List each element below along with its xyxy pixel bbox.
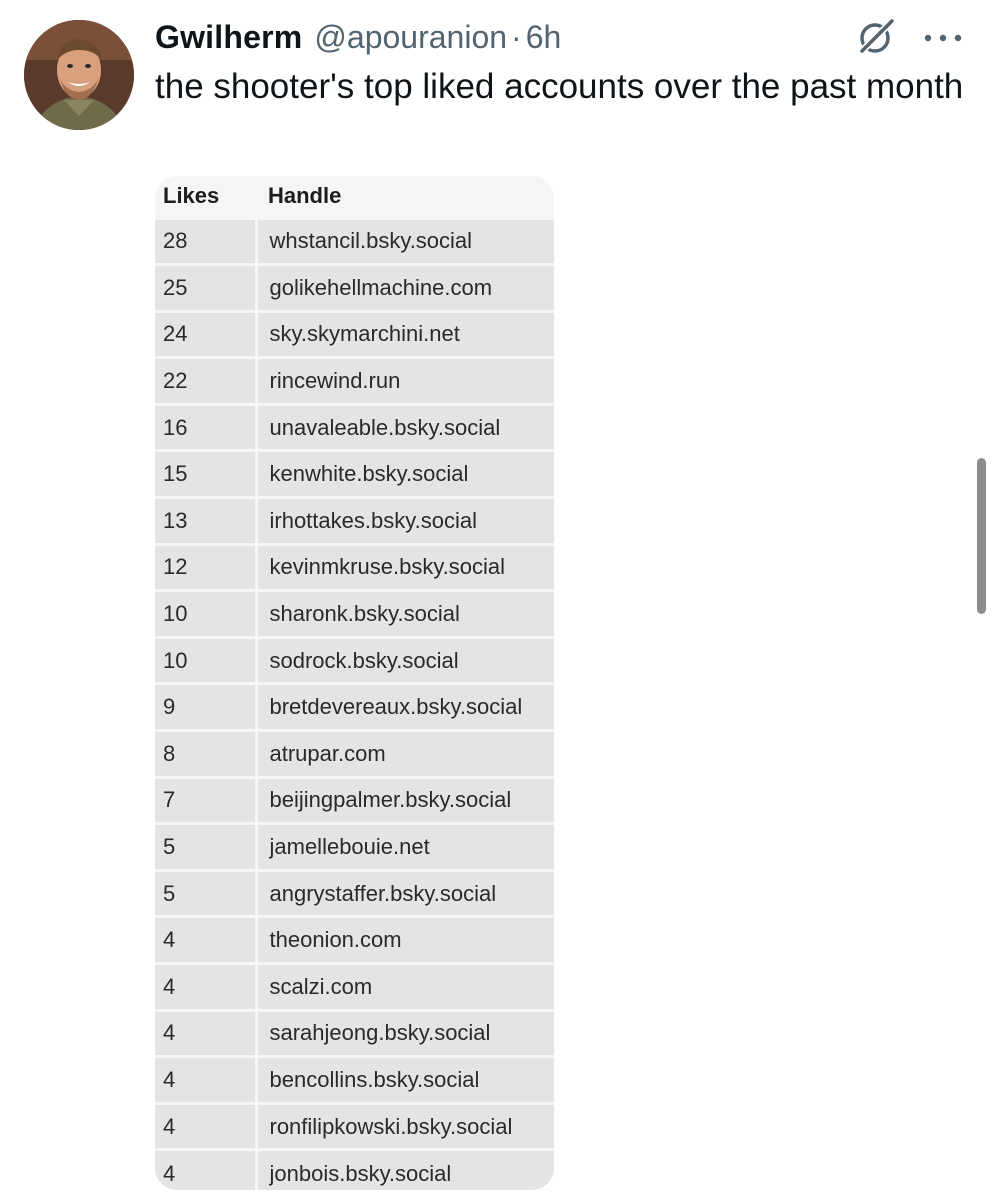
likes-cell: 4: [163, 1113, 176, 1139]
avatar[interactable]: [24, 20, 134, 130]
likes-cell: 24: [163, 321, 188, 347]
likes-cell: 16: [163, 414, 188, 440]
likes-cell: 5: [163, 880, 176, 906]
table-row: [155, 684, 554, 731]
table-row: [155, 637, 554, 684]
likes-cell: 15: [163, 461, 188, 487]
table-row: [155, 731, 554, 778]
scrollbar[interactable]: [977, 458, 986, 614]
table-row: [155, 358, 554, 405]
likes-cell: 5: [163, 834, 176, 860]
likes-cell: 4: [163, 927, 176, 953]
likes-cell: 28: [163, 228, 188, 254]
likes-cell: 10: [163, 601, 188, 627]
table-row: [155, 1010, 554, 1057]
likes-cell: 10: [163, 647, 188, 673]
handle-cell: sharonk.bsky.social: [256, 591, 554, 638]
handle-cell: scalzi.com: [256, 964, 554, 1011]
handle-cell: ronfilipkowski.bsky.social: [256, 1103, 554, 1150]
table-row: [155, 265, 554, 312]
likes-cell: 4: [163, 1020, 176, 1046]
avatar-photo-icon: [24, 20, 134, 130]
handle-cell: bencollins.bsky.social: [256, 1057, 554, 1104]
likes-cell: 4: [163, 1066, 176, 1092]
likes-table: [155, 176, 554, 1190]
handle-cell: rincewind.run: [256, 358, 554, 405]
table-row: [155, 1057, 554, 1104]
likes-cell: 9: [163, 694, 176, 720]
likes-cell: 4: [163, 973, 176, 999]
handle-cell: unavaleable.bsky.social: [256, 404, 554, 451]
timestamp[interactable]: 6h: [525, 18, 562, 55]
likes-cell: 4: [163, 1160, 176, 1186]
author-handle[interactable]: @apouranion: [314, 18, 508, 55]
header-handle: Handle: [268, 183, 342, 209]
table-row: [155, 311, 554, 358]
table-row: [155, 824, 554, 871]
table-row: [155, 1150, 554, 1190]
table-body: [155, 218, 554, 1190]
tweet-text: the shooter's top liked accounts over the past month: [155, 67, 964, 106]
table-row: [155, 964, 554, 1011]
handle-cell: sodrock.bsky.social: [256, 637, 554, 684]
table-row: [155, 870, 554, 917]
handle-cell: whstancil.bsky.social: [256, 218, 554, 265]
handle-cell: theonion.com: [256, 917, 554, 964]
header-likes: Likes: [163, 183, 220, 209]
handle-cell: atrupar.com: [256, 731, 554, 778]
handle-cell: kevinmkruse.bsky.social: [256, 544, 554, 591]
grok-icon[interactable]: [856, 17, 896, 57]
table-row: [155, 777, 554, 824]
handle-cell: golikehellmachine.com: [256, 265, 554, 312]
handle-cell: sky.skymarchini.net: [256, 311, 554, 358]
likes-cell: 7: [163, 787, 176, 813]
separator-dot: ·: [511, 18, 522, 55]
table-row: [155, 498, 554, 545]
handle-cell: irhottakes.bsky.social: [256, 498, 554, 545]
handle-cell: kenwhite.bsky.social: [256, 451, 554, 498]
likes-cell: 13: [163, 507, 188, 533]
likes-cell: 22: [163, 368, 188, 394]
handle-cell: beijingpalmer.bsky.social: [256, 777, 554, 824]
author-name[interactable]: Gwilherm: [155, 18, 303, 55]
table-header-row: [155, 176, 554, 218]
handle-cell: jonbois.bsky.social: [256, 1150, 554, 1190]
table-row: [155, 218, 554, 265]
table-row: [155, 404, 554, 451]
likes-cell: 12: [163, 554, 188, 580]
handle-cell: bretdevereaux.bsky.social: [256, 684, 554, 731]
handle-cell: angrystaffer.bsky.social: [256, 870, 554, 917]
handle-cell: sarahjeong.bsky.social: [256, 1010, 554, 1057]
more-options-icon[interactable]: [920, 28, 966, 48]
table-row: [155, 591, 554, 638]
table-row: [155, 917, 554, 964]
tweet-header: [155, 14, 561, 60]
handle-cell: jamellebouie.net: [256, 824, 554, 871]
table-row: [155, 451, 554, 498]
table-row: [155, 544, 554, 591]
table-row: [155, 1103, 554, 1150]
likes-cell: 25: [163, 274, 188, 300]
likes-cell: 8: [163, 740, 176, 766]
tweet-image[interactable]: [155, 176, 554, 1190]
